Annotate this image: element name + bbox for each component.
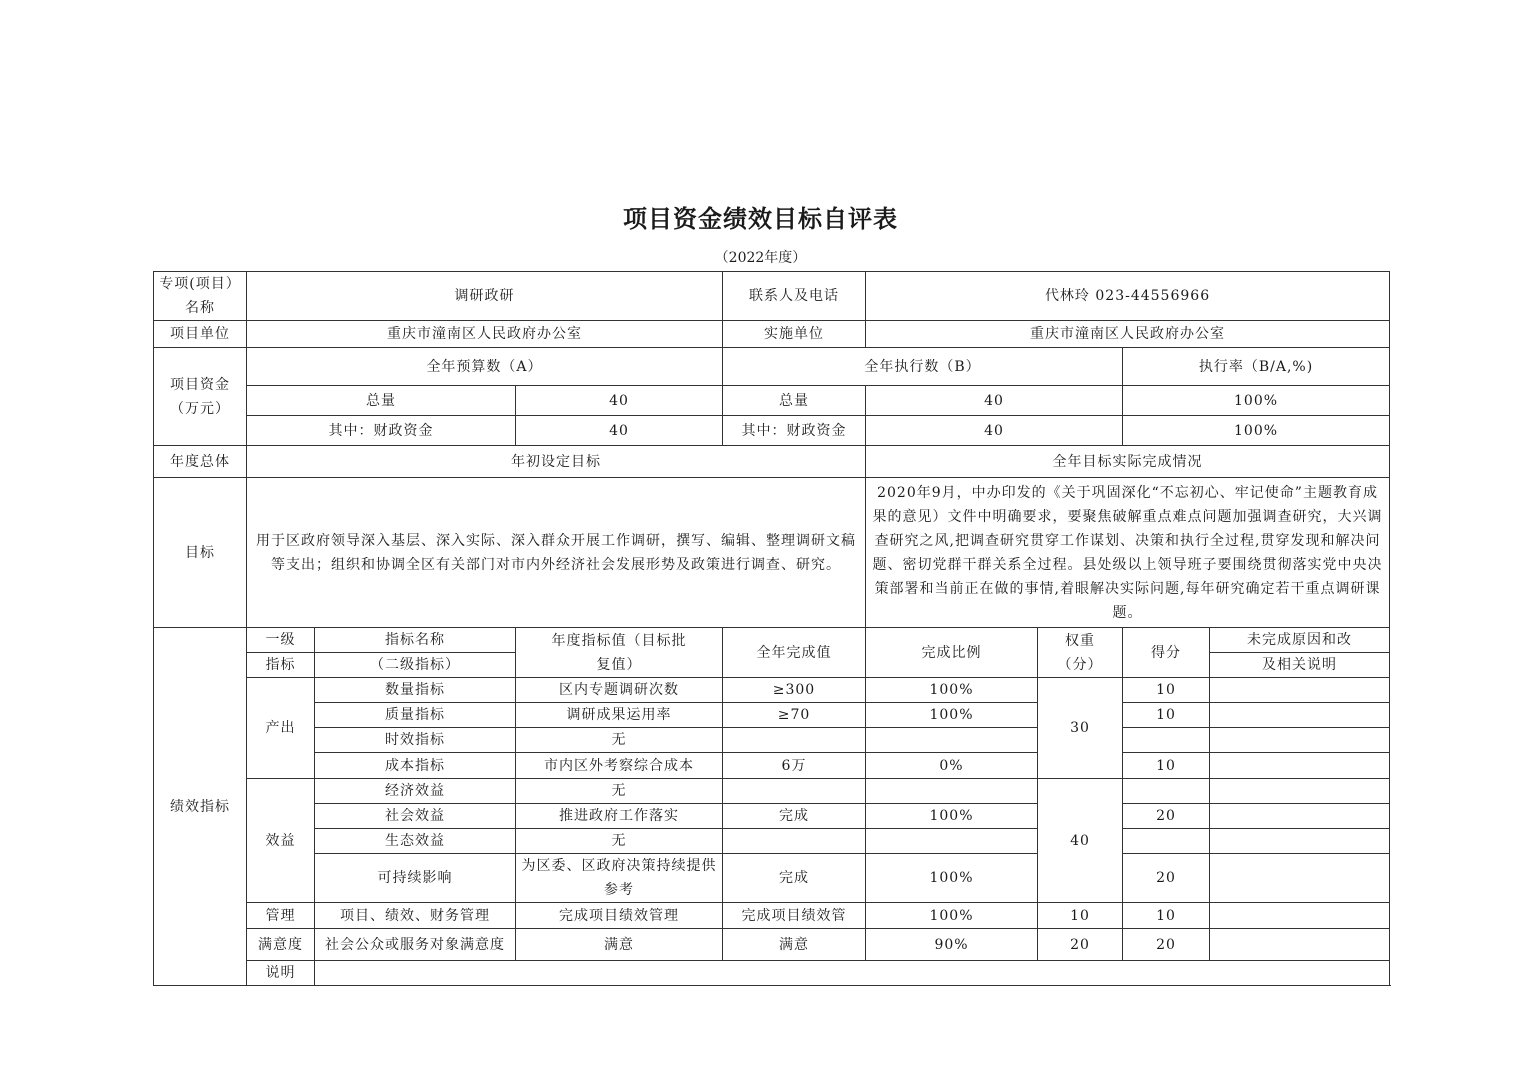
indicator-ratio: 100% <box>866 678 1038 703</box>
exec-header: 全年执行数（B） <box>723 348 1123 386</box>
level1-header-b: 指标 <box>247 653 315 678</box>
note-label: 说明 <box>247 961 315 986</box>
score-header: 得分 <box>1123 628 1210 678</box>
indicator-reason <box>1210 903 1390 929</box>
note-value <box>315 961 1390 986</box>
indicator-actual: 满意 <box>723 929 866 961</box>
project-info-row <box>154 272 1390 321</box>
output-group: 产出 <box>247 678 315 779</box>
indicator-score: 10 <box>1123 703 1210 728</box>
goals-header-row <box>154 446 1390 478</box>
indicator-ratio: 0% <box>866 753 1038 779</box>
satisfaction-group: 满意度 <box>247 929 315 961</box>
name-header-b: （二级指标） <box>315 653 516 678</box>
indicator-ratio: 90% <box>866 929 1038 961</box>
output-weight: 30 <box>1038 678 1123 779</box>
reason-header-a: 未完成原因和改 <box>1210 628 1390 653</box>
indicator-reason <box>1210 678 1390 703</box>
weight-header-line1: 权重 <box>1065 632 1095 649</box>
indicator-target: 无 <box>516 728 723 753</box>
reason-header-b: 及相关说明 <box>1210 653 1390 678</box>
budget-header: 全年预算数（A） <box>247 348 723 386</box>
budget-fiscal-label: 其中：财政资金 <box>247 416 516 446</box>
indicator-score: 10 <box>1123 678 1210 703</box>
indicator-name: 可持续影响 <box>315 854 516 903</box>
evaluation-form-table <box>153 271 1390 986</box>
weight-header-line2: （分） <box>1057 656 1103 673</box>
table-row <box>154 929 1390 961</box>
indicator-name: 成本指标 <box>315 753 516 779</box>
indicator-ratio: 100% <box>866 703 1038 728</box>
indicator-score: 20 <box>1123 929 1210 961</box>
exec-total-label: 总量 <box>723 386 866 416</box>
indicator-score <box>1123 728 1210 753</box>
indicator-actual: 完成 <box>723 804 866 829</box>
indicator-score <box>1123 829 1210 854</box>
budget-fiscal-value: 40 <box>516 416 723 446</box>
table-row <box>154 753 1390 779</box>
indicator-reason <box>1210 728 1390 753</box>
indicator-ratio: 100% <box>866 854 1038 903</box>
level1-header-a: 一级 <box>247 628 315 653</box>
indicator-target: 无 <box>516 829 723 854</box>
perf-label: 绩效指标 <box>154 628 247 986</box>
indicator-score: 20 <box>1123 854 1210 903</box>
indicator-target: 为区委、区政府决策持续提供参考 <box>516 854 723 903</box>
table-row <box>154 854 1390 903</box>
indicator-reason <box>1210 804 1390 829</box>
rate-fiscal-value: 100% <box>1123 416 1390 446</box>
table-row <box>154 779 1390 804</box>
table-row <box>154 703 1390 728</box>
perf-header-row-1 <box>154 628 1390 653</box>
indicator-ratio: 100% <box>866 804 1038 829</box>
table-row <box>154 678 1390 703</box>
indicator-actual: 完成项目绩效管 <box>723 903 866 929</box>
satisfaction-weight: 20 <box>1038 929 1123 961</box>
rate-header: 执行率（B/A,%) <box>1123 348 1390 386</box>
budget-total-label: 总量 <box>247 386 516 416</box>
unit-value: 重庆市潼南区人民政府办公室 <box>247 321 723 348</box>
rate-total-value: 100% <box>1123 386 1390 416</box>
indicator-target: 推进政府工作落实 <box>516 804 723 829</box>
project-name-label: 专项(项目）名称 <box>154 272 247 321</box>
goals-actual-text: 2020年9月，中办印发的《关于巩固深化“不忘初心、牢记使命”主题教育成果的意见）文件中明确要求，要聚焦破解重点难点问题加强调查研究，大兴调查研究之风,把调查研究贯穿工作谋划、决策和执行全过程,贯穿发现和解决问题、密切党群干群关系全过程。县处级以上领导班子要围绕贯彻落实党中央决策部署和当前正在做的事情,着眼解决实际问题,每年研究确定若干重点调研课题。 <box>866 478 1390 628</box>
indicator-actual <box>723 779 866 804</box>
indicator-reason <box>1210 929 1390 961</box>
note-row <box>154 961 1390 986</box>
impl-unit-label: 实施单位 <box>723 321 866 348</box>
indicator-target: 区内专题调研次数 <box>516 678 723 703</box>
funds-header-row <box>154 348 1390 386</box>
indicator-target: 调研成果运用率 <box>516 703 723 728</box>
target-header-line1: 年度指标值（目标批 <box>551 632 687 649</box>
indicator-actual: 完成 <box>723 854 866 903</box>
indicator-name: 生态效益 <box>315 829 516 854</box>
exec-fiscal-label: 其中：财政资金 <box>723 416 866 446</box>
ratio-header: 完成比例 <box>866 628 1038 678</box>
target-header <box>516 628 723 678</box>
contact-label: 联系人及电话 <box>723 272 866 321</box>
funds-fiscal-row <box>154 416 1390 446</box>
indicator-ratio <box>866 728 1038 753</box>
indicator-actual: ≥70 <box>723 703 866 728</box>
goals-label-bottom: 目标 <box>154 478 247 628</box>
table-row <box>154 829 1390 854</box>
contact-value: 代林玲 023-44556966 <box>866 272 1390 321</box>
benefit-weight: 40 <box>1038 779 1123 903</box>
indicator-name: 质量指标 <box>315 703 516 728</box>
funds-total-row <box>154 386 1390 416</box>
benefit-group: 效益 <box>247 779 315 903</box>
table-row <box>154 903 1390 929</box>
indicator-reason <box>1210 854 1390 903</box>
indicator-ratio: 100% <box>866 903 1038 929</box>
indicator-reason <box>1210 753 1390 779</box>
unit-row <box>154 321 1390 348</box>
impl-unit-value: 重庆市潼南区人民政府办公室 <box>866 321 1390 348</box>
goals-set-text: 用于区政府领导深入基层、深入实际、深入群众开展工作调研，撰写、编辑、整理调研文稿等支出；组织和协调全区有关部门对市内外经济社会发展形势及政策进行调查、研究。 <box>247 478 866 628</box>
page-title: 项目资金绩效目标自评表 <box>623 204 898 233</box>
exec-fiscal-value: 40 <box>866 416 1123 446</box>
indicator-reason <box>1210 779 1390 804</box>
indicator-reason <box>1210 829 1390 854</box>
report-year: （2022年度） <box>714 250 807 266</box>
indicator-target: 满意 <box>516 929 723 961</box>
indicator-score: 20 <box>1123 804 1210 829</box>
table-row <box>154 728 1390 753</box>
indicator-target: 无 <box>516 779 723 804</box>
target-header-line2: 复值） <box>596 656 642 673</box>
indicator-target: 完成项目绩效管理 <box>516 903 723 929</box>
indicator-name: 项目、绩效、财务管理 <box>315 903 516 929</box>
indicator-name: 社会公众或服务对象满意度 <box>315 929 516 961</box>
exec-total-value: 40 <box>866 386 1123 416</box>
project-name: 调研政研 <box>247 272 723 321</box>
indicator-ratio <box>866 829 1038 854</box>
name-header-a: 指标名称 <box>315 628 516 653</box>
indicator-actual: ≥300 <box>723 678 866 703</box>
indicator-reason <box>1210 703 1390 728</box>
goals-content-row <box>154 478 1390 628</box>
indicator-name: 数量指标 <box>315 678 516 703</box>
indicator-actual <box>723 829 866 854</box>
actual-header: 全年完成值 <box>723 628 866 678</box>
goals-label-top: 年度总体 <box>154 446 247 478</box>
indicator-name: 社会效益 <box>315 804 516 829</box>
indicator-actual: 6万 <box>723 753 866 779</box>
indicator-ratio <box>866 779 1038 804</box>
indicator-name: 经济效益 <box>315 779 516 804</box>
goals-actual-header: 全年目标实际完成情况 <box>866 446 1390 478</box>
mgmt-group: 管理 <box>247 903 315 929</box>
weight-header <box>1038 628 1123 678</box>
indicator-score: 10 <box>1123 903 1210 929</box>
indicator-score: 10 <box>1123 753 1210 779</box>
mgmt-weight: 10 <box>1038 903 1123 929</box>
goals-set-header: 年初设定目标 <box>247 446 866 478</box>
budget-total-value: 40 <box>516 386 723 416</box>
indicator-name: 时效指标 <box>315 728 516 753</box>
unit-label: 项目单位 <box>154 321 247 348</box>
indicator-target: 市内区外考察综合成本 <box>516 753 723 779</box>
table-row <box>154 804 1390 829</box>
indicator-score <box>1123 779 1210 804</box>
funds-label: 项目资金（万元） <box>154 348 247 446</box>
indicator-actual <box>723 728 866 753</box>
